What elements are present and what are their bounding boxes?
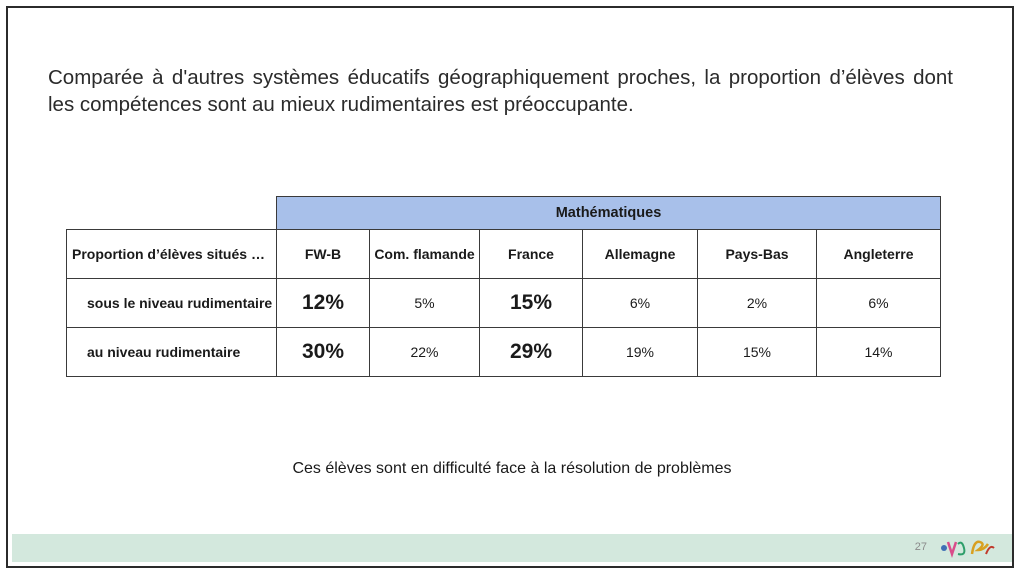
table-cell: 14%: [817, 328, 941, 377]
table-cell: 2%: [698, 279, 817, 328]
col-header-pays-bas: Pays-Bas: [698, 230, 817, 279]
col-header-angleterre: Angleterre: [817, 230, 941, 279]
table-row: [67, 279, 941, 328]
table-cell: 19%: [583, 328, 698, 377]
table-cell: 6%: [583, 279, 698, 328]
col-header-fwb: FW-B: [277, 230, 370, 279]
table-row: [67, 328, 941, 377]
row-label: sous le niveau rudimentaire: [67, 279, 277, 328]
table-cell: 15%: [698, 328, 817, 377]
col-header-com-flamande: Com. flamande: [370, 230, 480, 279]
table-cell: 29%: [480, 328, 583, 377]
table-cell: 5%: [370, 279, 480, 328]
table-cell: 15%: [480, 279, 583, 328]
conclusion-text: Ces élèves sont en difficulté face à la résolution de problèmes: [292, 460, 732, 477]
row-label: au niveau rudimentaire: [67, 328, 277, 377]
table-cell: 6%: [817, 279, 941, 328]
footer-bar: [12, 534, 1012, 562]
results-table: [66, 196, 941, 377]
col-header-allemagne: Allemagne: [583, 230, 698, 279]
page-number: 27: [914, 541, 927, 553]
table-cell: 30%: [277, 328, 370, 377]
subject-header: Mathématiques: [277, 197, 941, 230]
slide: [6, 6, 1014, 568]
col-header-france: France: [480, 230, 583, 279]
intro-text: Comparée à d'autres systèmes éducatifs géographiquement proches, la proportion d’élèves dont les compétences sont au mieux rudimentaires est préoccupante.: [48, 66, 953, 116]
table-corner: [67, 197, 277, 230]
table-cell: 12%: [277, 279, 370, 328]
column-header-row: [67, 230, 941, 279]
row-header-label: Proportion d’élèves situés …: [67, 230, 277, 279]
logo-icon: [938, 536, 998, 560]
table-cell: 22%: [370, 328, 480, 377]
